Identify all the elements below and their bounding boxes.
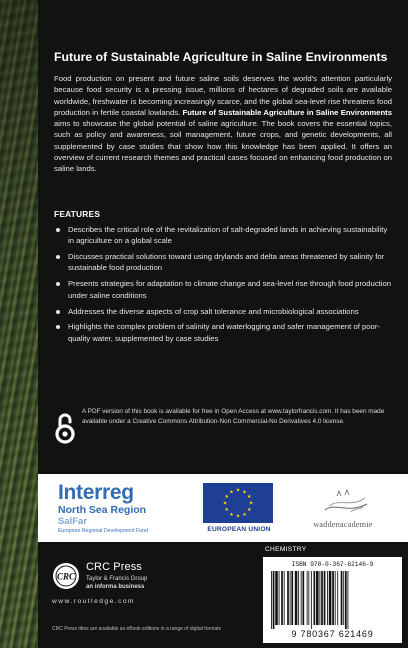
barcode-bar	[287, 571, 289, 625]
barcode-bar	[332, 571, 334, 625]
feature-text: Discusses practical solutions toward using drylands and delta areas threatened by salinity for sustainable food production	[68, 252, 385, 273]
isbn-barcode	[263, 557, 402, 643]
open-access-notice	[54, 407, 394, 457]
barcode-bar	[319, 571, 320, 625]
interreg-region: North Sea Region	[58, 504, 147, 516]
feature-text: Addresses the diverse aspects of crop salt tolerance and microbiological associations	[68, 306, 359, 316]
bullet-icon	[56, 228, 60, 232]
barcode-bar	[308, 571, 309, 625]
eu-star-icon: ★	[229, 489, 234, 496]
barcode-bar	[291, 571, 293, 625]
barcode-bar	[345, 571, 347, 629]
features-heading: FEATURES	[54, 209, 101, 219]
eu-star-icon: ★	[242, 511, 247, 518]
book-description	[54, 73, 392, 175]
feature-text: Describes the critical role of the revitalization of salt-degraded lands in achieving sustainability in agriculture on a global scale	[68, 225, 388, 246]
description-book-title: Future of Sustainable Agriculture in Saline Environments	[182, 107, 392, 117]
barcode-bar	[343, 571, 344, 625]
barcode-bar	[327, 571, 328, 625]
barcode-bar	[329, 571, 332, 625]
bullet-icon	[56, 282, 60, 286]
open-access-icon	[54, 411, 76, 445]
bullet-icon	[56, 310, 60, 314]
description-intro: Food production on present and future saline soils deserves the world's attention particularly because food security is a pressing issue, millions of hectares of degraded soils are available worldwide, freshwater is becoming increasingly scarce, and the global sea-level rise threatens food production in fertile coastal lowlands.	[54, 74, 392, 117]
eu-star-icon: ★	[235, 487, 241, 494]
barcode-bar	[302, 571, 304, 625]
barcode-bars	[269, 571, 396, 629]
eu-star-icon: ★	[229, 511, 234, 518]
barcode-bar	[337, 571, 338, 625]
eu-star-icon: ★	[224, 507, 229, 514]
crc-press-logo-icon	[52, 562, 80, 590]
feature-item	[54, 306, 392, 317]
barcode-bar	[307, 571, 308, 625]
barcode-bar	[335, 571, 336, 625]
barcode-bar	[275, 571, 278, 625]
publisher-group: Taylor & Francis Group	[86, 576, 148, 582]
barcode-bar	[271, 571, 272, 629]
feature-item	[54, 278, 392, 301]
eu-star-icon: ★	[222, 500, 228, 507]
wadden-logo-icon	[321, 488, 371, 518]
eu-star-icon: ★	[235, 513, 241, 520]
barcode-bar	[301, 571, 302, 625]
barcode-bar	[295, 571, 298, 625]
barcode-bar	[298, 571, 299, 625]
barcode-bar	[284, 571, 285, 625]
barcode-bar	[311, 571, 312, 629]
ebook-availability-note: CRC Press titles are available as eBook editions in a range of digital formats	[52, 626, 221, 632]
interreg-project: SalFar	[58, 516, 88, 527]
eu-star-icon: ★	[247, 494, 252, 501]
publisher-url[interactable]: www.routledge.com	[52, 598, 136, 605]
barcode-bar	[341, 571, 343, 625]
feature-text: Highlights the complex problem of salinity and waterlogging and safer management of poor-quality water, supplemented by case studies	[68, 322, 380, 343]
eu-label: EUROPEAN UNION	[207, 526, 271, 533]
barcode-bar	[281, 571, 283, 625]
eu-star-icon: ★	[248, 500, 254, 507]
publisher-group-info	[86, 575, 147, 591]
publisher-business: an informa business	[86, 584, 145, 590]
feature-item	[54, 224, 392, 247]
barcode-bar	[316, 571, 319, 625]
svg-text:CRC: CRC	[56, 571, 76, 582]
eu-star-icon: ★	[242, 489, 247, 496]
feature-item	[54, 251, 392, 274]
bullet-icon	[56, 255, 60, 259]
barcode-bar	[314, 571, 316, 625]
barcode-bar	[273, 571, 275, 629]
barcode-bar	[279, 571, 280, 625]
publisher-name: CRC Press	[86, 561, 142, 573]
barcode-bar	[348, 571, 349, 629]
interreg-name: Interreg	[58, 481, 134, 504]
feature-item	[54, 321, 392, 344]
barcode-bar	[321, 571, 323, 625]
subject-category: CHEMISTRY	[265, 546, 307, 553]
eu-flag-icon	[203, 483, 273, 523]
interreg-fund: European Regional Development Fund	[58, 528, 148, 534]
wadden-academie-logo: waddenacademie	[313, 520, 373, 529]
bullet-icon	[56, 325, 60, 329]
feature-text: Presents strategies for adaptation to climate change and sea-level rise through food production under saline conditions	[68, 279, 392, 300]
funder-logo-strip	[38, 474, 408, 542]
isbn-label: ISBN 978-0-367-62146-9	[291, 561, 374, 568]
open-access-text: A PDF version of this book is available for free in Open Access at www.taylorfrancis.com. It has been made available under a Creative Commons Attribution-Non Commercial-No Derivatives 4.0 license.	[82, 408, 385, 425]
barcode-bar	[324, 571, 326, 625]
eu-star-icon: ★	[224, 494, 229, 501]
interreg-logo	[58, 482, 193, 536]
cover-photo-strip	[0, 0, 38, 648]
barcode-bar	[290, 571, 291, 625]
book-title: Future of Sustainable Agriculture in Saline Environments	[54, 50, 388, 64]
barcode-digits: 9 780367 621469	[291, 629, 374, 639]
features-list	[54, 224, 392, 349]
eu-star-icon: ★	[247, 507, 252, 514]
description-rest: aims to showcase the global potential of saline agriculture. The book covers the essential topics, such as policy and awareness, soil management, future crops, and genetic developments, all supplemented by case studies that show how this knowledge has been applied. It offers an overview of current research themes and practical cases focused on enhancing food production on saline lands.	[54, 119, 392, 174]
